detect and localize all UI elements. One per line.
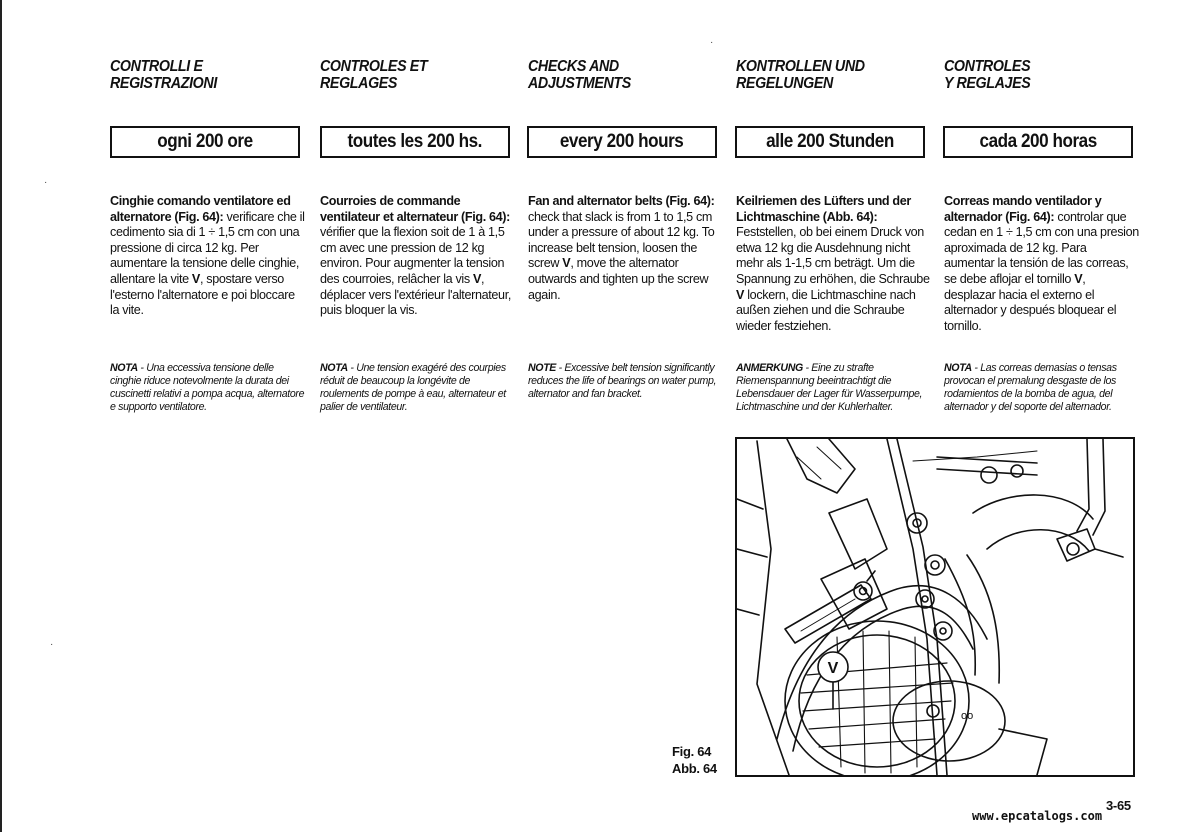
body-title: Correas mando ventilador y alternador (Fig. 64):: [944, 194, 1102, 224]
note-label: NOTA: [320, 362, 348, 374]
note-label: NOTA: [110, 362, 138, 374]
column-heading: KONTROLLEN UND REGELUNGEN: [736, 58, 865, 92]
note-paragraph: [110, 362, 306, 414]
note-label: NOTA: [944, 362, 972, 374]
body-paragraph: [944, 194, 1140, 334]
body-text: controlar que cedan en 1 ÷ 1,5 cm con una presion aproximada de 12 kg. Para aumentar la tensión de las correas, se debe aflojar el tornillo: [944, 209, 1139, 286]
scan-speck: ·: [710, 37, 714, 48]
body-text-after: lockern, die Lichtmaschine nach außen ziehen und die Schraube wieder festziehen.: [736, 287, 916, 333]
page-edge: [0, 0, 2, 832]
screw-reference: V: [472, 271, 481, 286]
body-text-after: , déplacer vers l'extérieur l'alternateur, puis bloquer la vis.: [320, 271, 512, 318]
body-paragraph: [528, 194, 724, 303]
screw-reference: V: [1074, 271, 1083, 286]
page-number: 3-65: [1106, 798, 1131, 813]
note-paragraph: [528, 362, 724, 401]
note-text: - Excessive belt tension significantly reduces the life of bearings on water pump, alternator and fan bracket.: [528, 362, 717, 400]
body-text-after: , move the alternator outwards and tighten up the screw again.: [528, 256, 709, 302]
body-text: Feststellen, ob bei einem Druck von etwa 12 kg die Ausdehnung nicht mehr als 1-1,5 cm beträgt. Um die Spannung zu erhöhen, die Schraube: [736, 225, 930, 286]
interval-box: [735, 126, 925, 158]
note-paragraph: [736, 362, 932, 414]
body-text: vérifier que la flexion soit de 1 à 1,5 cm avec une pression de 12 kg environ. Pour augmenter la tension des courroies, relâcher la vis: [320, 225, 505, 286]
interval-label: alle 200 Stunden: [766, 131, 894, 152]
note-text: - Une tension exagéré des courpies réduit de beaucoup la longévite de roulements de pompe à eau, alternateur et palier de ventilateur.: [320, 362, 506, 413]
screw-reference: V: [736, 287, 745, 302]
interval-box: [110, 126, 300, 158]
body-title: Keilriemen des Lüfters und der Lichtmaschine (Abb. 64):: [736, 194, 911, 224]
interval-label: cada 200 horas: [979, 131, 1097, 152]
column-heading: CHECKS AND ADJUSTMENTS: [528, 58, 631, 92]
note-label: NOTE: [528, 362, 557, 374]
note-text: - Eine zu strafte Riemenspannung beeintrachtigt die Lebensdauer der Lager für Wasserpumpe, Lichtmaschine und der Kuhlerhalter.: [736, 362, 923, 413]
figure-caption: [672, 743, 732, 777]
interval-box: [527, 126, 717, 158]
interval-box: [320, 126, 510, 158]
figure-caption-line2: Abb. 64: [672, 761, 717, 776]
body-text: verificare che il cedimento sia di 1 ÷ 1,5 cm con una pressione di circa 12 kg. Per aumentare la tensione delle cinghie, allentare la vite: [110, 209, 305, 286]
scan-speck: ·: [44, 177, 48, 188]
screw-reference: V: [191, 271, 200, 286]
body-text: check that slack is from 1 to 1,5 cm under a pressure of about 12 kg. To increase belt tension, loosen the screw: [528, 209, 715, 271]
body-paragraph: [320, 194, 516, 319]
note-paragraph: [944, 362, 1140, 414]
engine-alternator-drawing: [737, 439, 1133, 775]
body-text-after: , spostare verso l'esterno l'alternatore e poi bloccare la vite.: [110, 271, 295, 318]
note-label: ANMERKUNG: [736, 362, 803, 374]
column-heading: CONTROLLI E REGISTRAZIONI: [110, 58, 217, 92]
body-text-after: , desplazar hacia el externo el alternador y después bloquear el tornillo.: [944, 271, 1117, 333]
column-heading: CONTROLES Y REGLAJES: [944, 58, 1031, 92]
watermark-url: www.epcatalogs.com: [972, 809, 1103, 823]
figure-64-illustration: [735, 437, 1135, 777]
scan-speck: ·: [50, 639, 54, 650]
screw-reference: V: [562, 256, 571, 271]
interval-box: [943, 126, 1133, 158]
interval-label: toutes les 200 hs.: [347, 131, 483, 152]
callout-v-label: V: [827, 660, 839, 677]
body-title: Fan and alternator belts (Fig. 64):: [528, 194, 715, 208]
note-paragraph: [320, 362, 516, 414]
body-paragraph: [110, 194, 306, 319]
body-title: Cinghie comando ventilatore ed alternatore (Fig. 64):: [110, 194, 291, 224]
body-title: Courroies de commande ventilateur et alternateur (Fig. 64):: [320, 194, 510, 224]
interval-label: every 200 hours: [560, 131, 684, 152]
note-text: - Una eccessiva tensione delle cinghie riduce notevolmente la durata dei cuscinetti relativi a pompa acqua, alternatore e supporto ventilatore.: [110, 362, 305, 413]
note-text: - Las correas demasias o tensas provocan el premalung desgaste de los rodamientos de la bomba de agua, del alternador y del soporte del alternador.: [944, 362, 1117, 413]
interval-label: ogni 200 ore: [157, 131, 253, 152]
column-heading: CONTROLES ET REGLAGES: [320, 58, 428, 92]
figure-caption-line1: Fig. 64: [672, 744, 712, 759]
alternator-marking: oo: [961, 710, 974, 722]
body-paragraph: [736, 194, 932, 334]
